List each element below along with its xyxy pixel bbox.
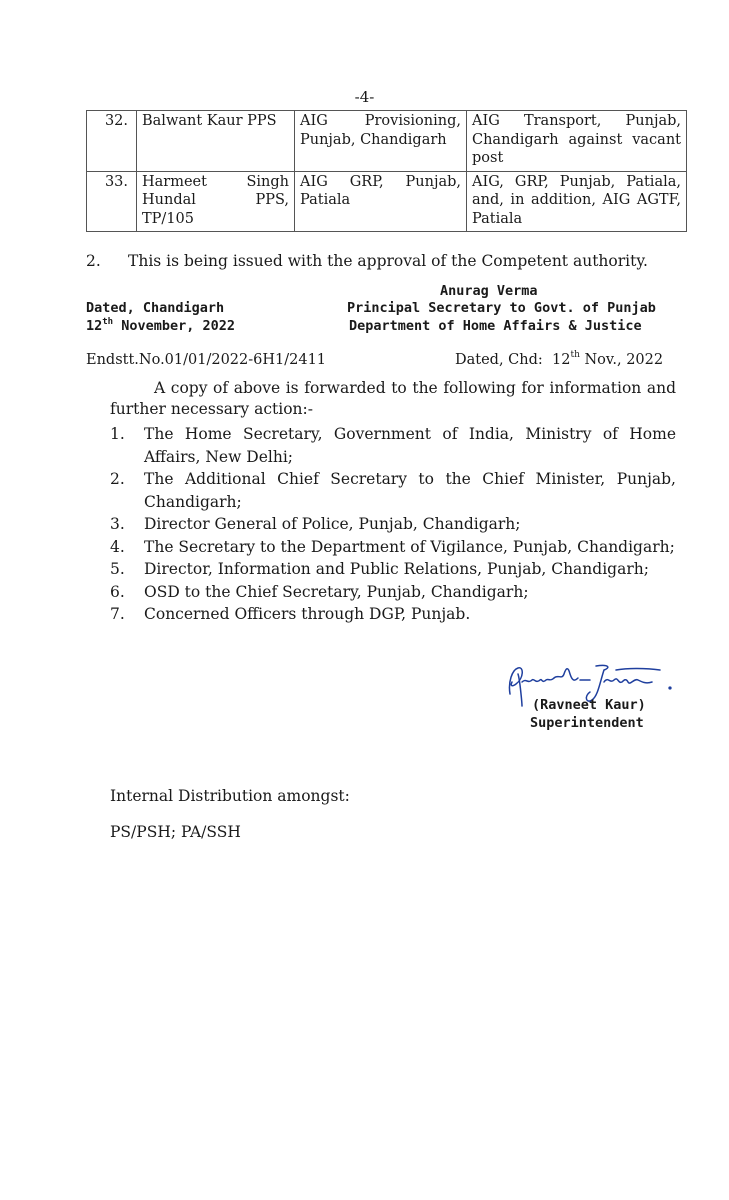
list-text: Concerned Officers through DGP, Punjab. [144, 605, 471, 623]
list-text: Director General of Police, Punjab, Chandigarh; [144, 515, 521, 533]
issue-date-suffix: th [102, 316, 114, 327]
present-posting: AIG Provisioning, Punjab, Chandigarh [295, 111, 467, 172]
serial-number: 33. [87, 171, 137, 232]
list-text: The Home Secretary, Government of India, Ministry of Home Affairs, New Delhi; [144, 425, 676, 466]
list-text: OSD to the Chief Secretary, Punjab, Chandigarh; [144, 582, 529, 601]
list-item [110, 468, 676, 513]
list-item [110, 558, 676, 581]
approval-paragraph [86, 252, 686, 270]
signer-department: Department of Home Affairs & Justice [349, 318, 642, 334]
list-text: Director, Information and Public Relations, Punjab, Chandigarh; [144, 560, 649, 578]
list-text: The Secretary to the Department of Vigilance, Punjab, Chandigarh; [144, 537, 675, 556]
list-number: 2. [110, 470, 125, 488]
postings-table [86, 110, 687, 232]
issue-date [86, 318, 235, 334]
internal-distribution-list: PS/PSH; PA/SSH [110, 823, 241, 841]
page-number: -4- [354, 88, 375, 106]
list-item [110, 603, 676, 626]
recipient-list [110, 423, 676, 626]
list-item [110, 513, 676, 536]
endorsement-number: Endstt.No.01/01/2022-6H1/2411 [86, 352, 327, 368]
copy-forwarded-text: A copy of above is forwarded to the following for information and further necessary action:- [110, 379, 676, 418]
new-posting: AIG Transport, Punjab, Chandigarh against vacant post [467, 111, 687, 172]
endorsement-date-prefix: Dated, Chd: 12 [455, 352, 571, 368]
officer-name: Harmeet Singh Hundal PPS, TP/105 [137, 171, 295, 232]
list-text: The Additional Chief Secretary to the Chief Minister, Punjab, Chandigarh; [144, 470, 676, 511]
endorsement-date-suffix: Nov., 2022 [579, 352, 664, 368]
signer-designation: Principal Secretary to Govt. of Punjab [347, 300, 656, 316]
paragraph-number: 2. [86, 252, 101, 270]
endorsement-date [455, 352, 663, 368]
dated-place: Dated, Chandigarh [86, 300, 225, 316]
list-item [110, 581, 676, 604]
list-number: 4. [110, 537, 125, 556]
superintendent-title: Superintendent [530, 715, 644, 731]
superintendent-name: (Ravneet Kaur) [532, 697, 646, 713]
issue-date-day: 12 [86, 318, 103, 334]
officer-name: Balwant Kaur PPS [137, 111, 295, 172]
list-number: 6. [110, 582, 125, 601]
list-number: 7. [110, 605, 125, 623]
table-row [87, 171, 687, 232]
paragraph-text: This is being issued with the approval of the Competent authority. [128, 252, 648, 270]
issue-date-rest: November, 2022 [113, 318, 236, 334]
table-row [87, 111, 687, 172]
endorsement-date-sup: th [570, 350, 580, 361]
serial-number: 32. [87, 111, 137, 172]
internal-distribution-heading: Internal Distribution amongst: [110, 787, 350, 805]
new-posting: AIG, GRP, Punjab, Patiala, and, in addition, AIG AGTF, Patiala [467, 171, 687, 232]
list-item [110, 423, 676, 468]
list-number: 5. [110, 560, 125, 578]
list-number: 1. [110, 425, 125, 443]
list-item [110, 536, 676, 559]
list-number: 3. [110, 515, 125, 533]
present-posting: AIG GRP, Punjab, Patiala [295, 171, 467, 232]
signer-name: Anurag Verma [440, 283, 538, 299]
